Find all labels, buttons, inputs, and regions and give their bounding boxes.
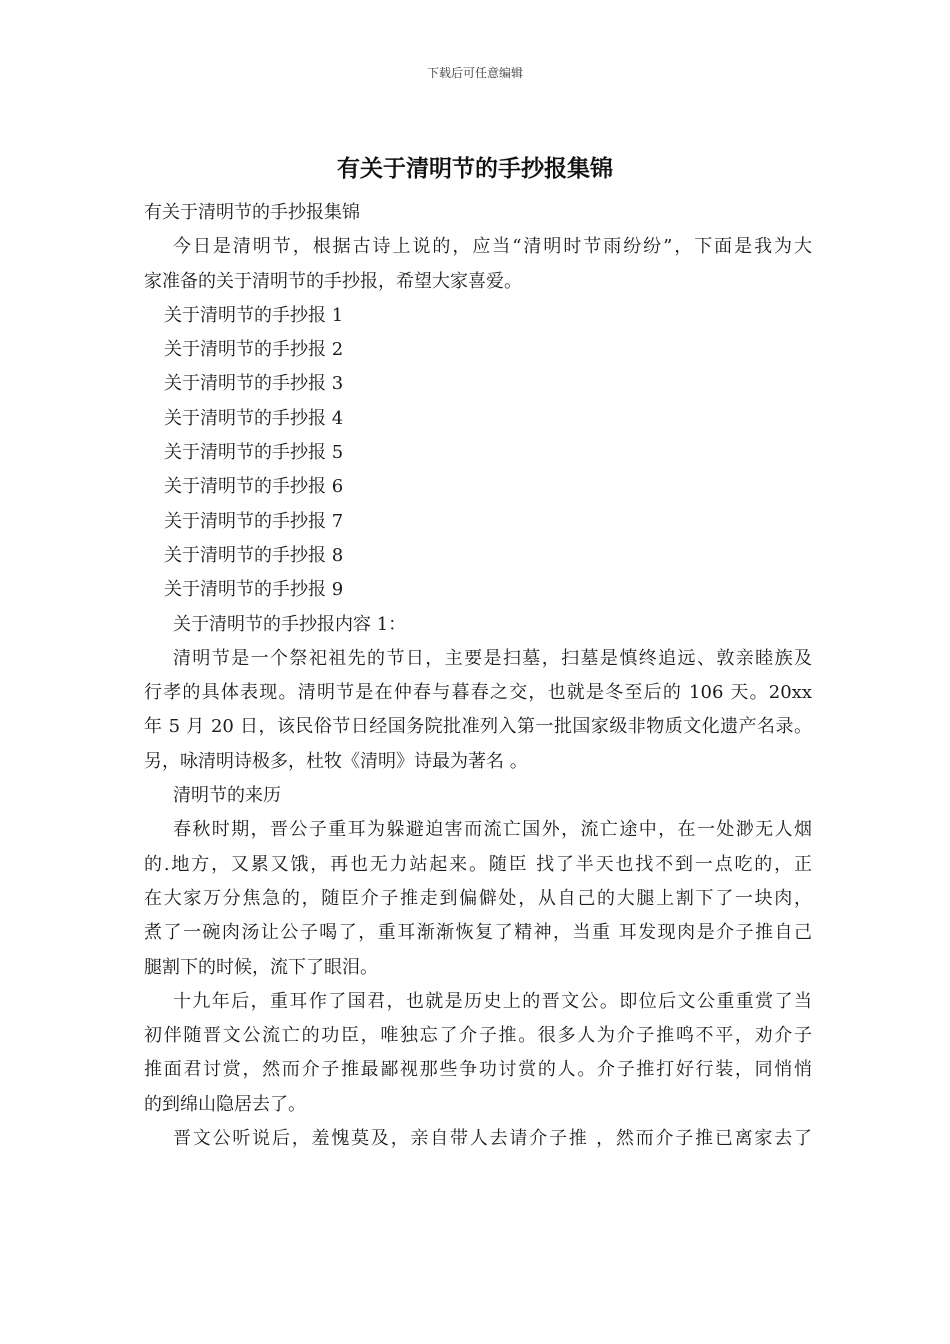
toc-item-5: 关于清明节的手抄报 5 xyxy=(164,442,344,464)
para-2-line-4: 煮了一碗肉汤让公子喝了，重耳渐渐恢复了精神，当重 耳发现肉是介子推自己 xyxy=(144,922,812,944)
para-3-line-1: 十九年后，重耳作了国君，也就是历史上的晋文公。即位后文公重重赏了当 xyxy=(173,990,812,1012)
toc-item-7: 关于清明节的手抄报 7 xyxy=(164,510,344,532)
section-1-heading: 关于清明节的手抄报内容 1： xyxy=(173,613,407,635)
para-1-line-3: 年 5 月 20 日，该民俗节日经国务院批准列入第一批国家级非物质文化遗产名录。 xyxy=(144,716,812,738)
toc-item-1: 关于清明节的手抄报 1 xyxy=(164,304,344,326)
intro-line-1: 今日是清明节，根据古诗上说的，应当“清明时节雨纷纷”，下面是我为大 xyxy=(173,236,812,258)
para-1-line-1: 清明节是一个祭祀祖先的节日，主要是扫墓，扫墓是慎终追远、敦亲睦族及 xyxy=(173,647,812,669)
para-2-line-5: 腿割下的时候，流下了眼泪。 xyxy=(144,956,378,978)
origin-heading: 清明节的来历 xyxy=(173,785,281,807)
para-2-line-3: 在大家万分焦急的，随臣介子推走到偏僻处，从自己的大腿上割下了一块肉， xyxy=(144,887,812,909)
para-4-line-1: 晋文公听说后，羞愧莫及，亲自带人去请介子推 ，然而介子推已离家去了 xyxy=(173,1128,812,1150)
para-2-line-1: 春秋时期，晋公子重耳为躲避迫害而流亡国外，流亡途中，在一处渺无人烟 xyxy=(173,819,812,841)
document-subtitle: 有关于清明节的手抄报集锦 xyxy=(144,202,360,223)
document-title: 有关于清明节的手抄报集锦 xyxy=(337,155,613,182)
para-3-line-3: 推面君讨赏，然而介子推最鄙视那些争功讨赏的人。介子推打好行装，同悄悄 xyxy=(144,1059,812,1081)
para-1-line-2: 行孝的具体表现。清明节是在仲春与暮春之交，也就是冬至后的 106 天。20xx xyxy=(144,682,812,704)
para-2-line-2: 的.地方，又累又饿，再也无力站起来。随臣 找了半天也找不到一点吃的，正 xyxy=(144,853,812,875)
page-header-note: 下载后可任意编辑 xyxy=(426,66,523,80)
para-3-line-4: 的到绵山隐居去了。 xyxy=(144,1093,306,1115)
toc-item-9: 关于清明节的手抄报 9 xyxy=(164,579,344,601)
para-3-line-2: 初伴随晋文公流亡的功臣，唯独忘了介子推。很多人为介子推鸣不平，劝介子 xyxy=(144,1025,812,1047)
toc-item-3: 关于清明节的手抄报 3 xyxy=(164,373,344,395)
toc-item-4: 关于清明节的手抄报 4 xyxy=(164,407,344,429)
intro-line-2: 家准备的关于清明节的手抄报，希望大家喜爱。 xyxy=(144,270,522,292)
para-1-line-4: 另，咏清明诗极多，杜牧《清明》诗最为著名 。 xyxy=(144,750,528,772)
document-body xyxy=(144,196,812,1156)
toc-item-8: 关于清明节的手抄报 8 xyxy=(164,544,344,566)
toc-item-6: 关于清明节的手抄报 6 xyxy=(164,476,344,498)
toc-item-2: 关于清明节的手抄报 2 xyxy=(164,339,344,361)
